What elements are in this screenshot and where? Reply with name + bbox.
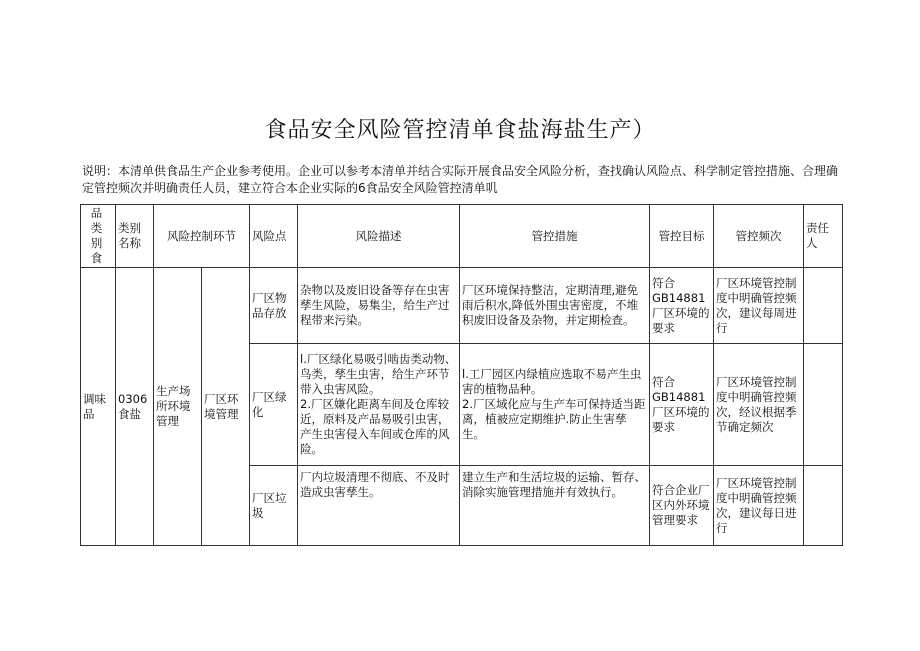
- control-target-cell: 符合GB14881厂区环境的要求: [650, 268, 714, 344]
- header-control-stage: 风险控制环节: [154, 205, 250, 268]
- control-measure-cell: l.工厂园区内绿植应选取不易产生虫害的植物品种。 2.厂区域化应与生产车可保持适当距离，植被应定期维护.防止生害孳生。: [460, 344, 650, 466]
- control-freq-cell: 厂区环境管控制度中明确管控频次，建议每日进行: [714, 466, 804, 546]
- table-header-row: [81, 205, 843, 268]
- header-category: 品 类 别 食: [81, 205, 116, 268]
- header-risk-point: 风险点: [250, 205, 298, 268]
- control-freq-cell: 厂区环境管控制度中明确管控频次，建议每周进行: [714, 268, 804, 344]
- header-control-measure: 管控措施: [460, 205, 650, 268]
- stage-sub-cell: 厂区环境管理: [202, 268, 250, 546]
- risk-point-cell: 厂区垃圾: [250, 466, 298, 546]
- responsible-cell: [804, 268, 843, 344]
- category-cell: 调味品: [81, 268, 116, 546]
- risk-desc-cell: 杂物以及废旧设备等存在虫害孳生风险，易集尘，给生产过程带来污染。: [298, 268, 460, 344]
- header-responsible: 责任人: [804, 205, 843, 268]
- risk-desc-cell: 厂内垃圾清理不彻底、不及时造成虫害孳生。: [298, 466, 460, 546]
- control-freq-cell: 厂区环境管控制度中明确管控频次，经议根据季节确定频次: [714, 344, 804, 466]
- risk-point-cell: 厂区物品存放: [250, 268, 298, 344]
- header-type-name: 类别名称: [116, 205, 154, 268]
- header-risk-desc: 风险描述: [298, 205, 460, 268]
- risk-point-cell: 厂区绿化: [250, 344, 298, 466]
- table-row: [81, 268, 843, 344]
- page-title: 食品安全风险管控清单食盐海盐生产）: [264, 118, 656, 143]
- risk-desc-cell: l.厂区绿化易吸引啮齿类动物、鸟类，孳生虫害，给生产环节带入虫害风险。 2.厂区嫌化距离车间及仓库较近，原料及产品易吸引虫害，产生虫害侵入车间或仓库的风险。: [298, 344, 460, 466]
- responsible-cell: [804, 466, 843, 546]
- header-control-freq: 管控频次: [714, 205, 804, 268]
- control-target-cell: 符合企业厂区内外环境管理要求: [650, 466, 714, 546]
- control-measure-cell: 厂区环境保持整洁，定期清理,避免雨后积水,降低外围虫害密度，不堆积废旧设备及杂物，并定期检查。: [460, 268, 650, 344]
- control-measure-cell: 建立生产和生活垃圾的运输、暂存、消除实施管理措施并有效执行。: [460, 466, 650, 546]
- type-cell: 0306食盐: [116, 268, 154, 546]
- intro-text: 说明：本清单供食品生产企业参考使用。企业可以参考本清单并结合实际开展食品安全风险分析，查找确认风险点、科学制定管控措施、合理确定管控频次并明确责任人员，建立符合本企业实际的6食品安全风险管控清单叽: [82, 164, 839, 195]
- header-control-target: 管控目标: [650, 205, 714, 268]
- risk-control-table: [80, 204, 843, 546]
- control-target-cell: 符合GB14881厂区环境的要求: [650, 344, 714, 466]
- stage-main-cell: 生产场所环境管理: [154, 268, 202, 546]
- responsible-cell: [804, 344, 843, 466]
